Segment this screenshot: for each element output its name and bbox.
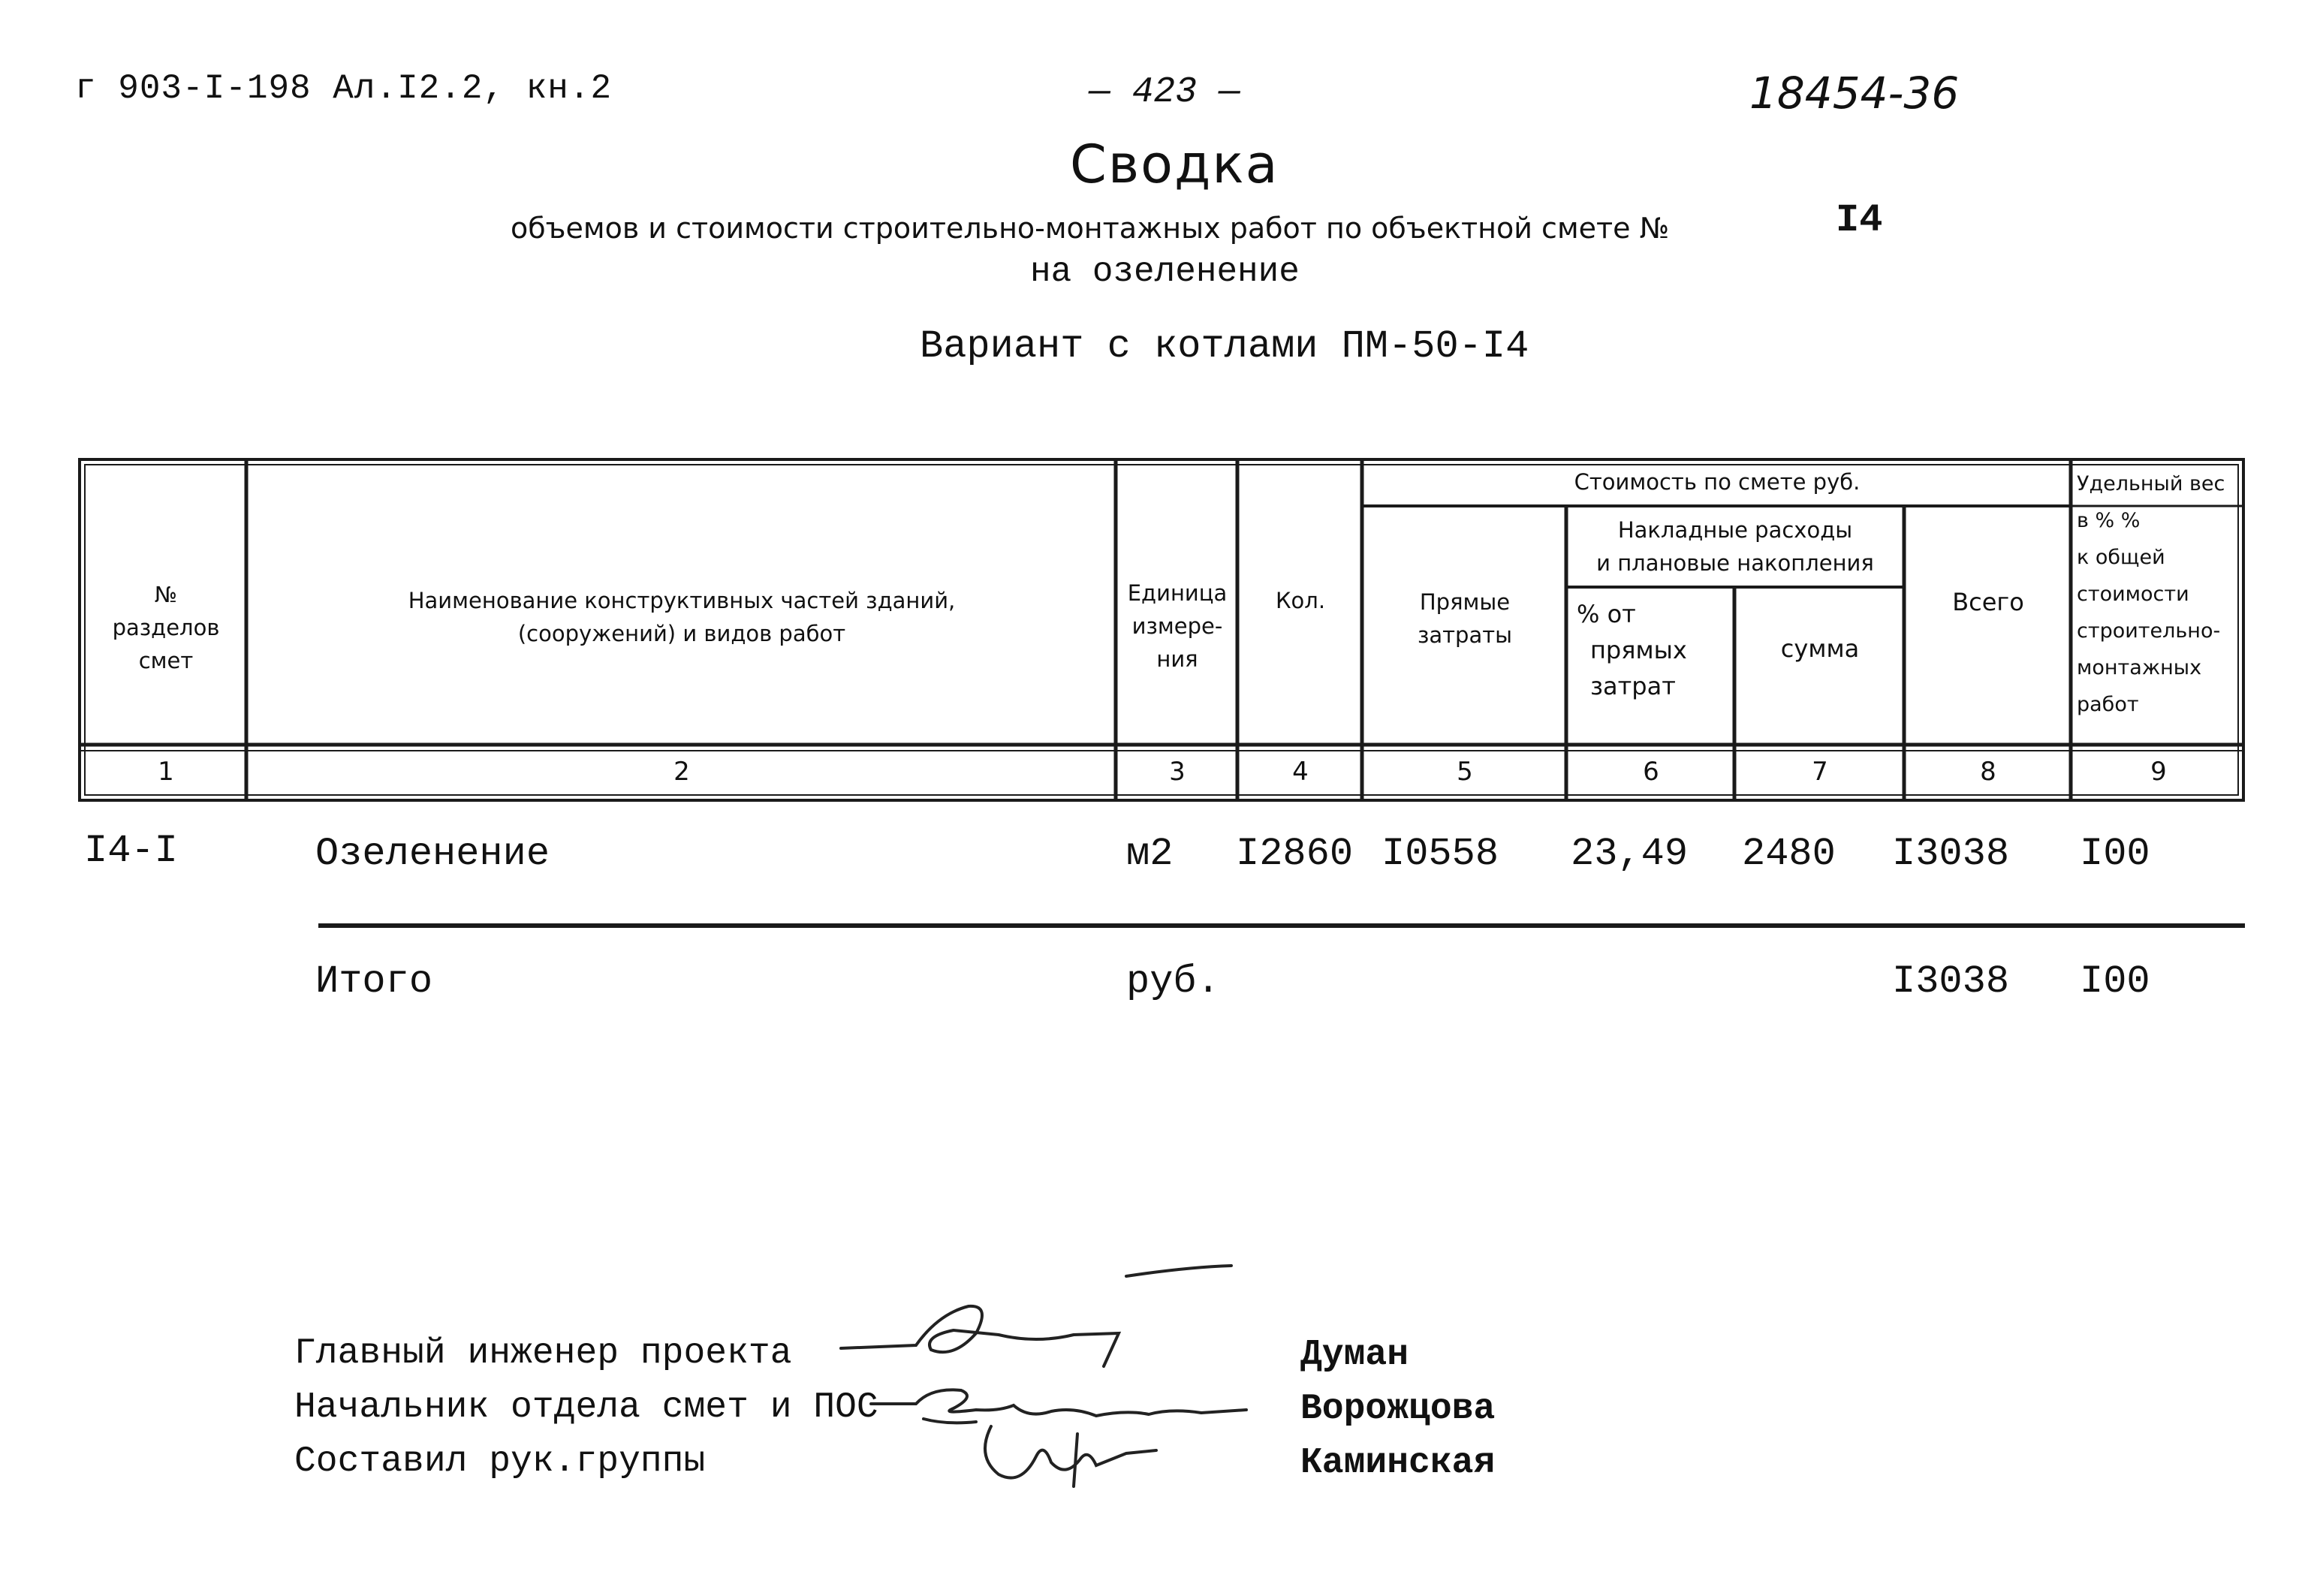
row-section: I4-I	[84, 829, 178, 873]
column-number: 9	[2150, 757, 2167, 787]
handwritten-signatures	[826, 1261, 1291, 1516]
column-number: 2	[673, 757, 690, 787]
header-percent: % от прямых затрат	[1577, 600, 1687, 700]
summary-table-header	[78, 458, 2245, 802]
header-unit: Единица измере- ния	[1127, 580, 1228, 672]
header-section-number: № разделов смет	[112, 582, 220, 673]
row-separator-line	[318, 923, 2245, 928]
row-direct-costs: I0558	[1381, 832, 1499, 876]
row-share: I00	[2080, 832, 2150, 876]
column-number: 5	[1457, 757, 1473, 787]
signature-role: Главный инженер проекта	[294, 1333, 792, 1374]
row-name: Озеленение	[315, 832, 550, 876]
variant-line: Вариант с котлами ПМ-50-I4	[920, 324, 1529, 369]
row-percent: 23,49	[1571, 832, 1689, 876]
inventory-number: 18454-36	[1749, 68, 1960, 119]
document-subtitle: объемов и стоимости строительно-монтажных работ по объектной смете №	[511, 212, 1670, 245]
total-share: I00	[2080, 959, 2150, 1004]
signature-role: Составил рук.группы	[294, 1441, 706, 1482]
column-number: 4	[1292, 757, 1309, 787]
header-sum: сумма	[1780, 634, 1860, 663]
column-number: 7	[1812, 757, 1828, 787]
column-number: 3	[1169, 757, 1186, 787]
total-label: Итого	[315, 959, 433, 1004]
column-number: 1	[158, 757, 174, 787]
page-number: — 423 —	[1089, 72, 1240, 113]
column-number: 8	[1980, 757, 1996, 787]
signature-name: Ворожцова	[1300, 1389, 1496, 1429]
row-total: I3038	[1892, 832, 2010, 876]
header-quantity: Кол.	[1275, 588, 1326, 613]
signature-name: Каминская	[1300, 1443, 1496, 1483]
total-unit: руб.	[1126, 959, 1220, 1004]
header-direct-costs: Прямые затраты	[1417, 589, 1513, 648]
row-unit: м2	[1126, 832, 1174, 876]
document-subtitle-purpose: на озеленение	[1030, 252, 1300, 291]
signature-role: Начальник отдела смет и ПОС	[294, 1387, 878, 1428]
document-code: г 903-I-198 Ал.I2.2, кн.2	[75, 69, 613, 108]
document-title: Сводка	[1070, 134, 1279, 195]
header-total: Всего	[1952, 588, 2024, 616]
column-number: 6	[1643, 757, 1659, 787]
signature-name: Думан	[1300, 1335, 1409, 1375]
header-share: Удельный вес в % % к общей стоимости строительно- монтажных работ	[2077, 472, 2225, 716]
estimate-number: I4	[1836, 198, 1883, 242]
row-sum: 2480	[1742, 832, 1836, 876]
header-overhead-group: Накладные расходы и плановые накопления	[1596, 517, 1874, 576]
header-name: Наименование конструктивных частей зданий, (сооружений) и видов работ	[408, 588, 956, 646]
row-quantity: I2860	[1236, 832, 1354, 876]
total-value: I3038	[1892, 959, 2010, 1004]
header-cost-group: Стоимость по смете руб.	[1574, 469, 1861, 495]
